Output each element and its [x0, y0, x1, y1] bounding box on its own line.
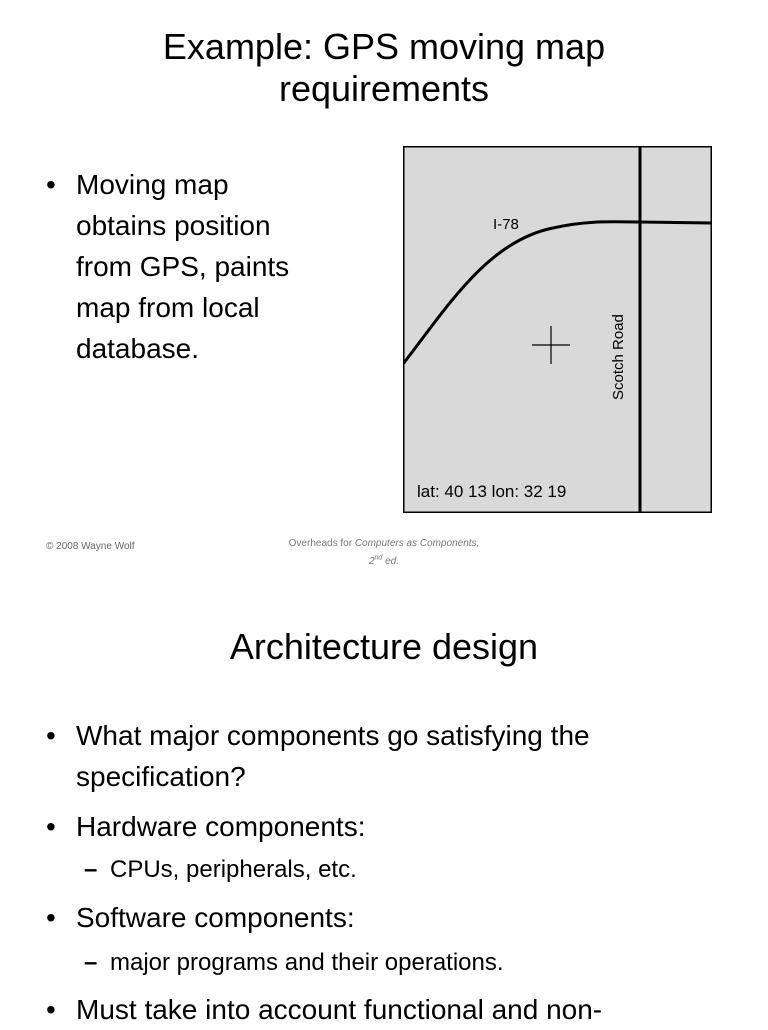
bullet-marker: •: [46, 994, 56, 1025]
bullet-marker: •: [46, 720, 56, 751]
slide-title: Architecture design: [229, 626, 539, 667]
footer-edition-suffix: nd: [374, 555, 383, 562]
road-label: Scotch Road: [610, 314, 627, 400]
bullet-moving-map: [46, 164, 289, 369]
moving-map-illustration: [403, 146, 712, 513]
bullet-marker: •: [46, 169, 56, 200]
footer-edition-number: 2: [368, 556, 375, 568]
subbullet-text: CPUs, peripherals, etc.: [110, 856, 357, 883]
subbullet-cpus: [84, 854, 357, 886]
bullet-line: Must take into account functional and non-: [76, 994, 603, 1025]
bullet-line: Moving map: [76, 169, 229, 200]
subbullet-programs: [84, 947, 504, 979]
bullet-software-components: [46, 897, 355, 938]
bullet-hardware-components: [46, 806, 365, 847]
bullet-line: Hardware components:: [76, 811, 366, 842]
bullet-line: map from local: [76, 292, 260, 323]
title-line-1: Example: GPS moving map: [162, 26, 606, 67]
slide-title: [0, 26, 768, 110]
subbullet-marker: –: [84, 856, 98, 883]
highway-label: I-78: [493, 216, 519, 233]
subbullet-marker: –: [84, 949, 98, 976]
bullet-line: database.: [76, 333, 199, 364]
copyright-footer: © 2008 Wayne Wolf: [46, 541, 135, 552]
bullet-major-components: [46, 715, 590, 797]
bullet-marker: •: [46, 811, 56, 842]
bullet-line: What major components go satisfying the: [76, 720, 590, 751]
footer-prefix: Overheads for: [288, 538, 355, 549]
bullet-line: from GPS, paints: [76, 251, 290, 282]
bullet-line: specification?: [76, 761, 246, 792]
bullet-line: obtains position: [76, 210, 271, 241]
map-background: [404, 147, 712, 513]
footer-edition-label: ed.: [382, 556, 400, 568]
coordinates-label: lat: 40 13 lon: 32 19: [417, 482, 567, 501]
slide-architecture-design: [0, 580, 768, 1024]
course-footer: [234, 536, 534, 569]
subbullet-text: major programs and their operations.: [110, 949, 504, 976]
footer-book-title: Computers as Components,: [354, 538, 480, 549]
bullet-marker: •: [46, 902, 56, 933]
bullet-line: Software components:: [76, 902, 355, 933]
title-line-2: requirements: [278, 68, 490, 109]
